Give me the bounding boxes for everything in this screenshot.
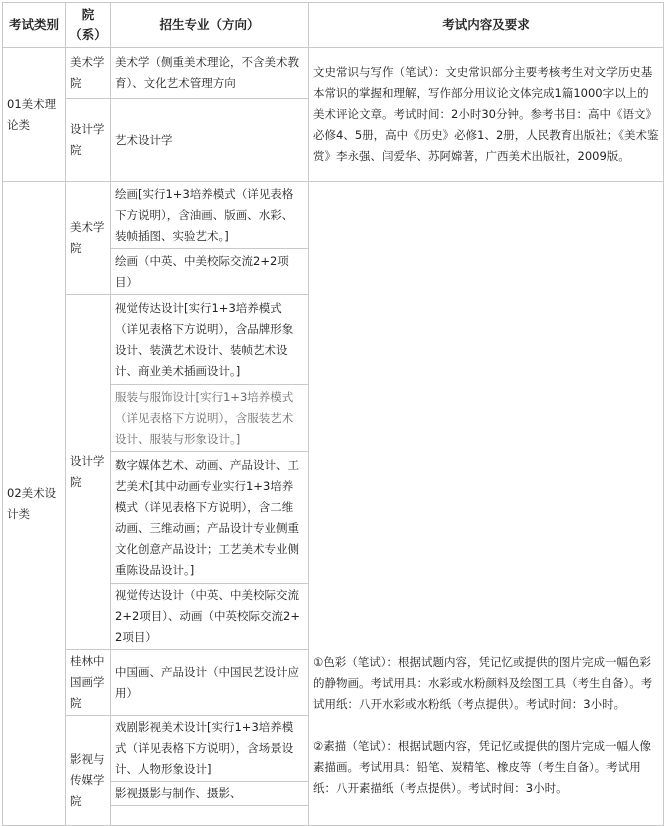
exam-spacer (313, 715, 659, 736)
header-major: 招生专业（方向） (111, 3, 309, 48)
category-cell: 02美术设计类 (3, 182, 66, 826)
header-college: 院（系） (66, 3, 111, 48)
college-cell: 设计学院 (66, 295, 111, 650)
header-row (3, 3, 664, 48)
major-cell: 视觉传达设计（中英、中美校际交流2+2项目）、动画（中英校际交流2+2项目） (111, 584, 309, 650)
major-cell-empty (111, 806, 309, 826)
major-cell: 服装与服饰设计[实行1+3培养模式（详见表格下方说明），含服装艺术设计、服装与形象设计。] (111, 385, 309, 452)
exam-color-text: ①色彩（笔试）：根据试题内容，凭记忆或提供的图片完成一幅色彩的静物画。考试用具：水彩或水粉颜料及绘图工具（考生自备）。考试用纸：八开水彩或水粉纸（考点提供）。考试时间：3小时。 (313, 655, 653, 711)
major-cell: 数字媒体艺术、动画、产品设计、工艺美术[其中动画专业实行1+3培养模式（详见表格下方说明），含二维动画、三维动画；产品设计专业侧重文化创意产品设计；工艺美术专业侧重陈设品设计。] (111, 452, 309, 584)
table-row (3, 48, 664, 99)
major-cell: 绘画（中英、中美校际交流2+2项目） (111, 249, 309, 295)
table-row (3, 182, 664, 249)
exam-sketch-text: ②素描（笔试）：根据试题内容，凭记忆或提供的图片完成一幅人像素描画。考试用具：铅笔、炭精笔、橡皮等（考生自备）。考试用纸：八开素描纸（考点提供）。考试时间：3小时。 (313, 739, 652, 795)
major-cell: 绘画[实行1+3培养模式（详见表格下方说明），含油画、版画、水彩、装帧插图、实验艺术。] (111, 182, 309, 249)
college-cell: 桂林中国画学院 (66, 650, 111, 716)
category-cell: 01美术理论类 (3, 48, 66, 182)
major-cell: 视觉传达设计[实行1+3培养模式（详见表格下方说明），含品牌形象设计、装潢艺术设计、装帧艺术设计、商业美术插画设计。] (111, 295, 309, 385)
college-cell: 美术学院 (66, 182, 111, 295)
major-cell: 美术学（侧重美术理论，不含美术教育）、文化艺术管理方向 (111, 48, 309, 99)
major-cell: 影视摄影与制作、摄影、 (111, 782, 309, 806)
exam-cell (309, 182, 664, 826)
header-category: 考试类别 (3, 3, 66, 48)
college-cell: 设计学院 (66, 99, 111, 182)
college-cell: 影视与传媒学院 (66, 716, 111, 826)
major-cell: 中国画、产品设计（中国民艺设计应用） (111, 650, 309, 716)
major-cell: 戏剧影视美术设计[实行1+3培养模式（详见表格下方说明），含场景设计、人物形象设计] (111, 716, 309, 782)
college-cell: 美术学院 (66, 48, 111, 99)
admission-table (2, 2, 664, 826)
major-cell: 艺术设计学 (111, 99, 309, 182)
exam-cell: 文史常识与写作（笔试）：文史常识部分主要考核考生对文学历史基本常识的掌握和理解，写作部分用议论文体完成1篇1000字以上的美术评论文章。考试时间：2小时30分钟。参考书目：高中《语文》必修4、5册，高中《历史》必修1、2册，人民教育出版社；《美术鉴赏》李永强、闫爱华、苏阿嫦著，广西美术出版社，2009版。 (309, 48, 664, 182)
header-exam: 考试内容及要求 (309, 3, 664, 48)
